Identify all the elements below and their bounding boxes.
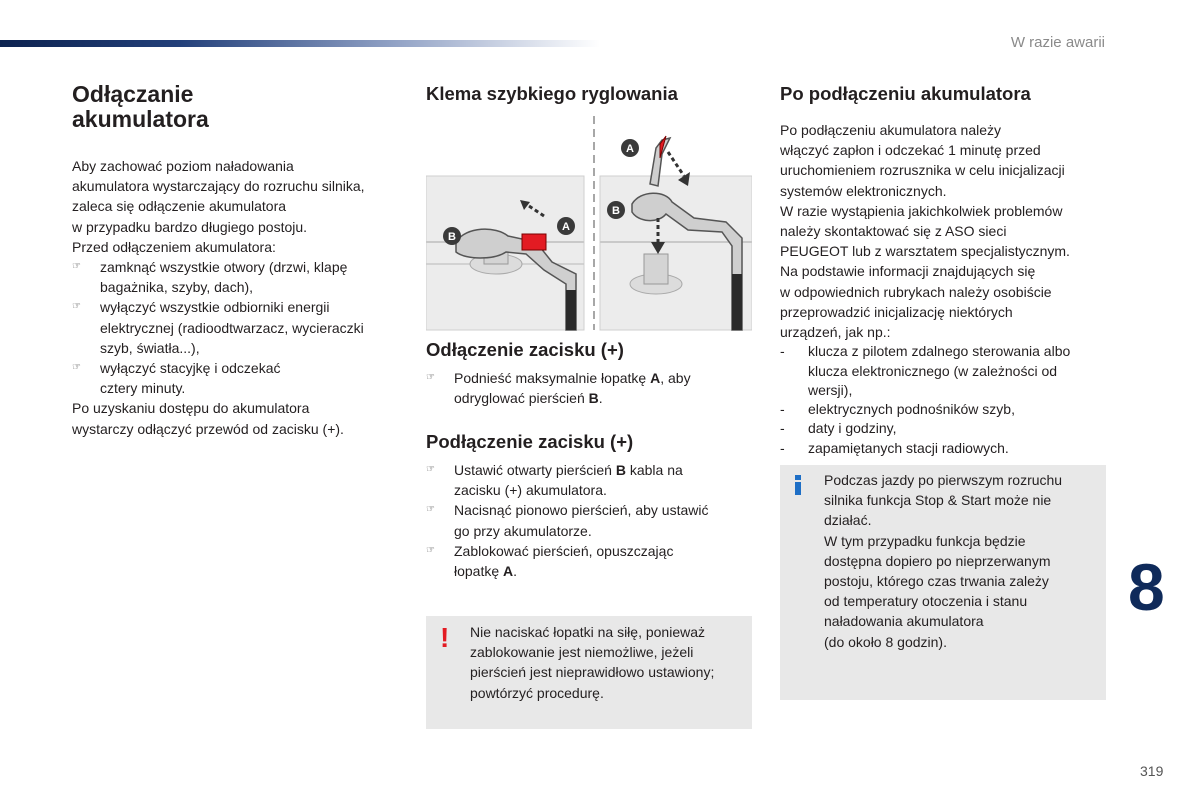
paragraph-line: przeprowadzić inicjalizację niektórych — [780, 303, 1013, 320]
list-item — [780, 342, 1110, 400]
intro-paragraph — [72, 156, 402, 257]
section-connect — [426, 430, 752, 581]
section-disconnect — [426, 338, 752, 408]
paragraph-line: należy skontaktować się z ASO sieci — [780, 223, 1007, 240]
warning-text — [470, 622, 746, 703]
list-item-text: klucza z pilotem zdalnego sterowania albo — [808, 343, 1071, 360]
info-text — [824, 470, 1100, 652]
warning-box — [426, 616, 752, 729]
step-text: , aby — [660, 370, 691, 386]
label-b-text: B — [612, 205, 620, 217]
info-line: Podczas jazdy po pierwszym rozruchu — [824, 472, 1063, 488]
step-bold: B — [588, 390, 599, 407]
paragraph-line: systemów elektronicznych. — [780, 182, 947, 199]
step-bold: B — [615, 462, 626, 478]
label-b-text: B — [448, 231, 456, 243]
list-item — [780, 439, 1110, 458]
list-item — [426, 541, 752, 581]
paragraph-line: w odpowiednich rubrykach należy osobiście — [780, 283, 1052, 300]
info-icon — [794, 475, 802, 495]
warning-line: zablokowanie jest niemożliwe, jeżeli — [470, 644, 694, 661]
list-item-text: daty i godziny, — [808, 420, 897, 437]
title-line-1: Odłączanie — [72, 81, 194, 107]
list-item-text: wyłączyć wszystkie odbiorniki energii — [100, 299, 330, 316]
battery-body-right — [600, 176, 752, 330]
section-title: W razie awarii — [1010, 34, 1105, 51]
step-text: odryglować pierścień — [454, 390, 589, 407]
column-after-connection — [780, 82, 1110, 458]
outro-line: Po uzyskaniu dostępu do akumulatora — [72, 400, 310, 417]
dash-marker: - — [780, 401, 785, 418]
paragraph-line: urządzeń, jak np.: — [780, 324, 891, 341]
heading-disconnect-clamp: Odłączenie zacisku (+) — [426, 339, 624, 360]
connect-steps — [426, 460, 752, 581]
heading-connect-clamp: Podłączenie zacisku (+) — [426, 431, 634, 452]
step-text: . — [598, 390, 603, 407]
list-item — [780, 400, 1110, 419]
outro-line: wystarczy odłączyć przewód od zacisku (+). — [72, 420, 344, 437]
list-item — [426, 460, 752, 500]
heading-quick-release-clamp: Klema szybkiego ryglowania — [426, 83, 678, 104]
intro-line: Przed odłączeniem akumulatora: — [72, 238, 276, 255]
info-box — [780, 465, 1106, 700]
pointing-hand-icon: ☞ — [72, 362, 81, 374]
cable-left — [566, 290, 576, 330]
intro-line: zaleca się odłączenie akumulatora — [72, 198, 287, 215]
list-item — [426, 500, 752, 540]
list-item — [72, 297, 402, 358]
info-line: naładowania akumulatora — [824, 613, 984, 630]
clamp-diagram — [426, 114, 752, 332]
list-item — [780, 419, 1110, 438]
dash-marker: - — [780, 439, 785, 456]
info-line: działać. — [824, 512, 872, 529]
pointing-hand-icon: ☞ — [426, 464, 435, 475]
step-text: Zablokować pierścień, opuszczając — [454, 542, 674, 559]
clamp-lever-a-left — [522, 234, 546, 250]
info-line: od temperatury otoczenia i stanu — [824, 593, 1028, 610]
pointing-hand-icon: ☞ — [72, 301, 81, 313]
list-item-text: klucza elektronicznego (w zależności od — [808, 362, 1058, 379]
paragraph-line: włączyć zapłon i odczekać 1 minutę przed — [780, 142, 1041, 159]
list-item-text: elektrycznych podnośników szyb, — [808, 401, 1015, 418]
list-item-text: zapamiętanych stacji radiowych. — [808, 439, 1009, 456]
after-connection-paragraph — [780, 120, 1110, 201]
dash-marker: - — [780, 343, 785, 360]
info-line: silnika funkcja Stop & Start może nie — [824, 492, 1052, 509]
step-bold: A — [650, 370, 661, 386]
paragraph-line: Na podstawie informacji znajdujących się — [780, 263, 1036, 280]
warning-line: pierścień jest nieprawidłowo ustawiony; — [470, 664, 715, 681]
list-item-text: wersji), — [808, 381, 853, 398]
pointing-hand-icon: ☞ — [426, 372, 435, 383]
list-item-text: bagażnika, szyby, dach), — [100, 279, 254, 296]
list-item — [72, 358, 402, 398]
list-item — [426, 368, 752, 408]
title-line-2: akumulatora — [72, 106, 209, 132]
heading-after-connection: Po podłączeniu akumulatora — [780, 83, 1031, 104]
step-text: zacisku (+) akumulatora. — [454, 482, 607, 499]
problems-paragraph — [780, 201, 1110, 342]
list-item-text: wyłączyć stacyjkę i odczekać — [100, 360, 281, 377]
column-quick-release-clamp — [426, 82, 752, 106]
clamp-illustration — [426, 114, 752, 332]
step-text: Podnieść maksymalnie łopatkę — [454, 370, 651, 386]
cable-right — [732, 274, 742, 330]
list-item — [72, 257, 402, 297]
list-item-text: cztery minuty. — [100, 380, 186, 397]
pointing-hand-icon: ☞ — [72, 261, 81, 273]
warning-line: Nie naciskać łopatki na siłę, ponieważ — [470, 624, 706, 640]
device-list — [780, 342, 1110, 458]
step-text: łopatkę — [454, 563, 504, 580]
label-a-text: A — [562, 221, 570, 233]
step-text: kabla na — [625, 462, 683, 478]
outro-paragraph — [72, 398, 402, 438]
dash-marker: - — [780, 420, 785, 437]
chapter-number: 8 — [1128, 550, 1165, 624]
pointing-hand-icon: ☞ — [426, 544, 435, 556]
warning-line: powtórzyć procedurę. — [470, 684, 604, 701]
info-line: (do około 8 godzin). — [824, 633, 947, 650]
info-line: W tym przypadku funkcja będzie — [824, 532, 1026, 549]
step-bold: A — [503, 563, 514, 580]
step-text: Nacisnąć pionowo pierścień, aby ustawić — [454, 502, 709, 519]
paragraph-line: uruchomieniem rozrusznika w celu inicjalizacji — [780, 162, 1065, 179]
list-item-text: zamknąć wszystkie otwory (drzwi, klapę — [100, 259, 348, 276]
intro-line: w przypadku bardzo długiego postoju. — [72, 218, 308, 235]
paragraph-line: Po podłączeniu akumulatora należy — [780, 122, 1002, 138]
step-text: Ustawić otwarty pierścień — [454, 462, 616, 478]
label-a-text: A — [626, 143, 634, 155]
list-item-text: szyb, światła...), — [100, 339, 200, 356]
column-disconnect-battery — [72, 82, 402, 439]
info-line: dostępna dopiero po nieprzerwanym — [824, 552, 1051, 569]
paragraph-line: W razie wystąpienia jakichkolwiek problemów — [780, 202, 1063, 219]
disconnect-steps — [426, 368, 752, 408]
step-text: . — [513, 563, 518, 580]
header-bar — [0, 40, 600, 47]
exclamation-icon: ! — [440, 622, 450, 653]
info-line: postoju, którego czas trwania zależy — [824, 573, 1049, 590]
intro-line: Aby zachować poziom naładowania — [72, 158, 294, 174]
step-text: go przy akumulatorze. — [454, 522, 592, 539]
page-title — [72, 82, 402, 132]
intro-line: akumulatora wystarczający do rozruchu silnika, — [72, 178, 365, 195]
page-number: 319 — [1140, 763, 1164, 779]
pointing-hand-icon: ☞ — [426, 504, 435, 516]
preparation-list — [72, 257, 402, 398]
list-item-text: elektrycznej (radioodtwarzacz, wycieraczki — [100, 319, 364, 336]
paragraph-line: PEUGEOT lub z warsztatem specjalistycznym. — [780, 243, 1070, 260]
